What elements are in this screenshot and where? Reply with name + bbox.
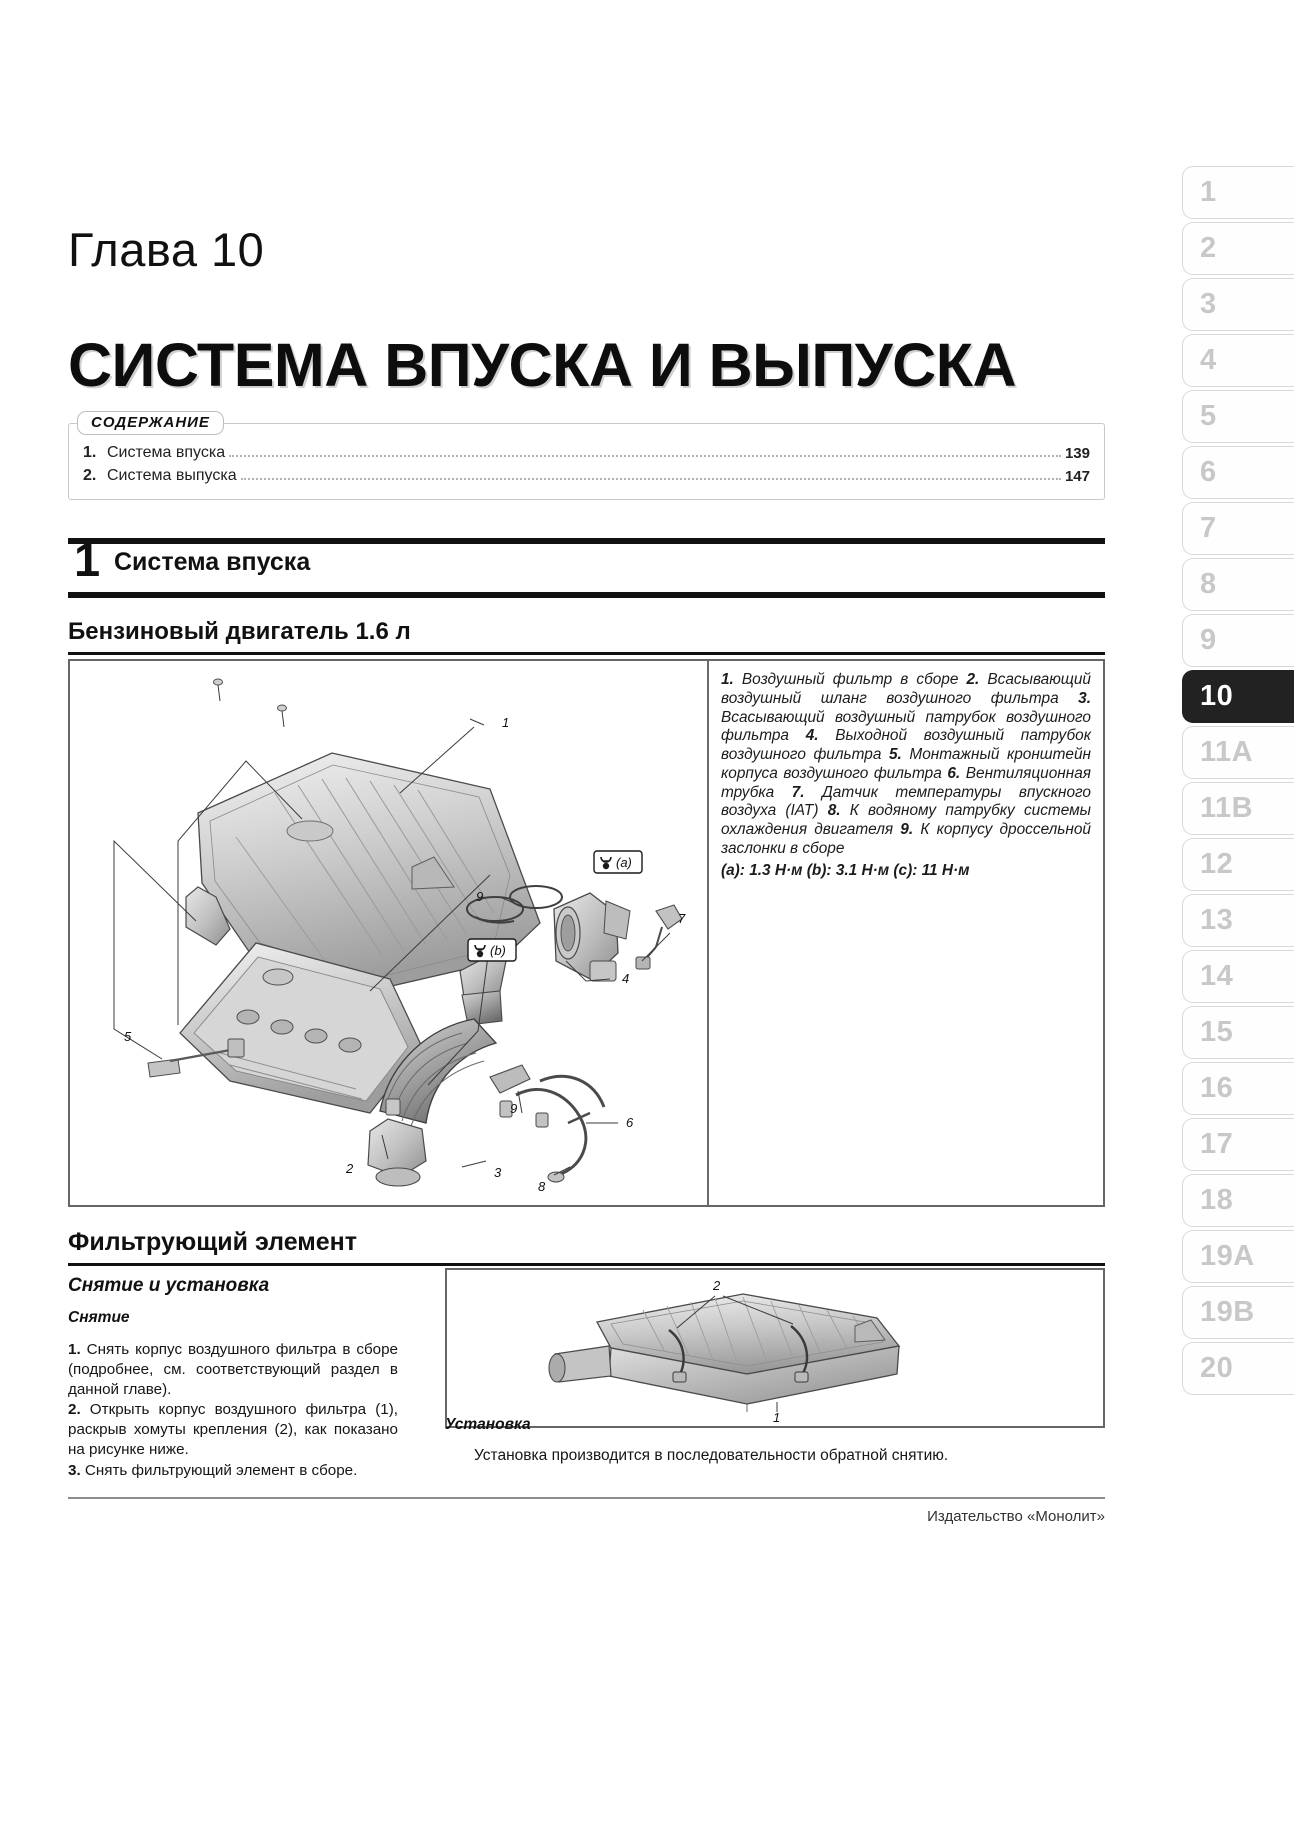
filter-element-rule (68, 1263, 1105, 1266)
chapter-tab-4[interactable]: 4 (1182, 334, 1294, 387)
section-rule-top (68, 538, 1105, 544)
chapter-tab-11B[interactable]: 11B (1182, 782, 1294, 835)
legend-item-text: К корпусу дроссельной заслонки в сборе (721, 821, 1091, 858)
legend-item-text: Выходной воздушный патрубок воздушного фильтра (721, 727, 1091, 764)
chapter-tab-5[interactable]: 5 (1182, 390, 1294, 443)
legend-item-number: 6. (947, 764, 966, 782)
svg-text:(a): (a) (616, 855, 632, 870)
chapter-tab-8[interactable]: 8 (1182, 558, 1294, 611)
removal-step-number: 1. (68, 1341, 87, 1358)
toc-leader-dots (241, 469, 1061, 480)
svg-text:1: 1 (502, 715, 510, 730)
filter-element-heading: Фильтрующий элемент (68, 1228, 358, 1256)
subsection-rule (68, 652, 1105, 655)
outlet-duct (554, 893, 630, 981)
figure-legend (715, 669, 1097, 881)
legend-item-text: Вентиляционная трубка (721, 764, 1091, 801)
legend-item-number: 2. (966, 671, 988, 688)
chapter-tab-20[interactable]: 20 (1182, 1342, 1294, 1395)
cover-screws (214, 679, 287, 727)
chapter-tab-16[interactable]: 16 (1182, 1062, 1294, 1115)
toc-entry-page: 147 (1064, 468, 1090, 485)
chapter-tab-3[interactable]: 3 (1182, 278, 1294, 331)
chapter-label: Глава 10 (68, 223, 265, 276)
svg-text:7: 7 (678, 911, 686, 926)
svg-text:4: 4 (622, 971, 630, 986)
legend-item-number: 5. (888, 746, 910, 764)
toc-entry[interactable] (83, 444, 1090, 462)
removal-install-subheading: Снятие и установка (68, 1275, 270, 1296)
toc-entry-label: Система выпуска (107, 467, 237, 484)
removal-step-text: Открыть корпус воздушного фильтра (1), раскрыв хомуты крепления (2), как показано на рисунке ниже. (68, 1401, 398, 1458)
section-title: Система впуска (114, 548, 311, 576)
chapter-tab-2[interactable]: 2 (1182, 222, 1294, 275)
chapter-tab-11A[interactable]: 11A (1182, 726, 1294, 779)
removal-step-text: Снять корпус воздушного фильтра в сборе (подробнее, см. соответствующий раздел в данной главе). (68, 1341, 398, 1398)
chapter-tab-18[interactable]: 18 (1182, 1174, 1294, 1227)
legend-item-number: 3. (1078, 689, 1091, 707)
svg-text:3: 3 (494, 1165, 502, 1180)
removal-step-number: 2. (68, 1401, 90, 1419)
removal-step (68, 1400, 398, 1459)
chapter-tab-15[interactable]: 15 (1182, 1006, 1294, 1059)
toc-badge: СОДЕРЖАНИЕ (77, 411, 224, 435)
chapter-tab-1[interactable]: 1 (1182, 166, 1294, 219)
section-rule-bottom (68, 592, 1105, 598)
toc-entry-page: 139 (1064, 445, 1090, 462)
legend-item-text: Монтажный кронштейн корпуса воздушного фильтра (721, 746, 1091, 782)
removal-step-text: Снять фильтрующий элемент в сборе. (84, 1461, 358, 1479)
legend-item-number: 9. (900, 821, 921, 839)
footer-rule (68, 1497, 1105, 1499)
svg-text:2: 2 (713, 1278, 721, 1293)
publisher-footer: Издательство «Монолит» (927, 1508, 1105, 1525)
removal-step (68, 1461, 398, 1481)
chapter-tab-12[interactable]: 12 (1182, 838, 1294, 891)
torque-tag-a (594, 851, 642, 873)
legend-item-number: 4. (805, 727, 836, 745)
chapter-tab-6[interactable]: 6 (1182, 446, 1294, 499)
page-title: СИСТЕМА ВПУСКА И ВЫПУСКА (68, 331, 1017, 399)
svg-text:2: 2 (346, 1161, 354, 1176)
chapter-tab-14[interactable]: 14 (1182, 950, 1294, 1003)
svg-text:6: 6 (626, 1115, 634, 1130)
svg-text:5: 5 (124, 1029, 132, 1044)
chapter-tab-17[interactable]: 17 (1182, 1118, 1294, 1171)
chapter-tab-rail[interactable] (1182, 166, 1294, 1395)
legend-item-number: 8. (827, 802, 850, 820)
removal-instructions-column (68, 1275, 398, 1481)
legend-item-text: К водяному патрубку системы охлаждения двигателя (721, 802, 1091, 839)
figure-divider (707, 661, 709, 1205)
svg-text:(b): (b) (490, 943, 506, 958)
svg-text:9: 9 (510, 1101, 518, 1116)
torque-tag-b (468, 939, 516, 961)
install-text: Установка производится в последовательности обратной снятию. (474, 1447, 949, 1464)
toc-entry-number: 1. (83, 444, 97, 461)
toc-leader-dots (229, 446, 1061, 457)
chapter-tab-9[interactable]: 9 (1182, 614, 1294, 667)
removal-step-number: 3. (68, 1461, 85, 1479)
chapter-tab-13[interactable]: 13 (1182, 894, 1294, 947)
table-of-contents (68, 414, 1105, 500)
legend-torques: (a): 1.3 Н·м (b): 3.1 Н·м (c): 11 Н·м (721, 861, 970, 879)
svg-text:8: 8 (538, 1179, 546, 1194)
toc-entry-number: 2. (83, 467, 97, 484)
legend-item-number: 7. (791, 783, 822, 801)
intake-system-figure (68, 659, 1105, 1207)
removal-step (68, 1340, 398, 1399)
section-number: 1 (74, 533, 101, 586)
legend-item-number: 1. (721, 671, 742, 688)
chapter-tab-19A[interactable]: 19A (1182, 1230, 1294, 1283)
legend-item-text: Воздушный фильтр в сборе (741, 671, 967, 688)
subsection-title: Бензиновый двигатель 1.6 л (68, 618, 411, 645)
toc-entry[interactable] (83, 467, 1090, 485)
svg-text:1: 1 (773, 1410, 781, 1425)
legend-item-text: Датчик температуры впускного воздуха (IAT) (721, 783, 1091, 820)
svg-text:9: 9 (476, 889, 484, 904)
install-heading: Установка (445, 1416, 531, 1433)
chapter-tab-19B[interactable]: 19B (1182, 1286, 1294, 1339)
removal-heading: Снятие (68, 1309, 130, 1326)
chapter-tab-7[interactable]: 7 (1182, 502, 1294, 555)
legend-item-text: Всасывающий воздушный шланг воздушного фильтра (721, 671, 1091, 707)
legend-item-text: Всасывающий воздушный патрубок воздушного фильтра (721, 708, 1091, 745)
air-cleaner-case-figure (445, 1268, 1105, 1428)
chapter-tab-10[interactable]: 10 (1182, 670, 1294, 723)
toc-entry-label: Система впуска (107, 444, 226, 461)
intake-system-diagram (70, 661, 707, 1205)
